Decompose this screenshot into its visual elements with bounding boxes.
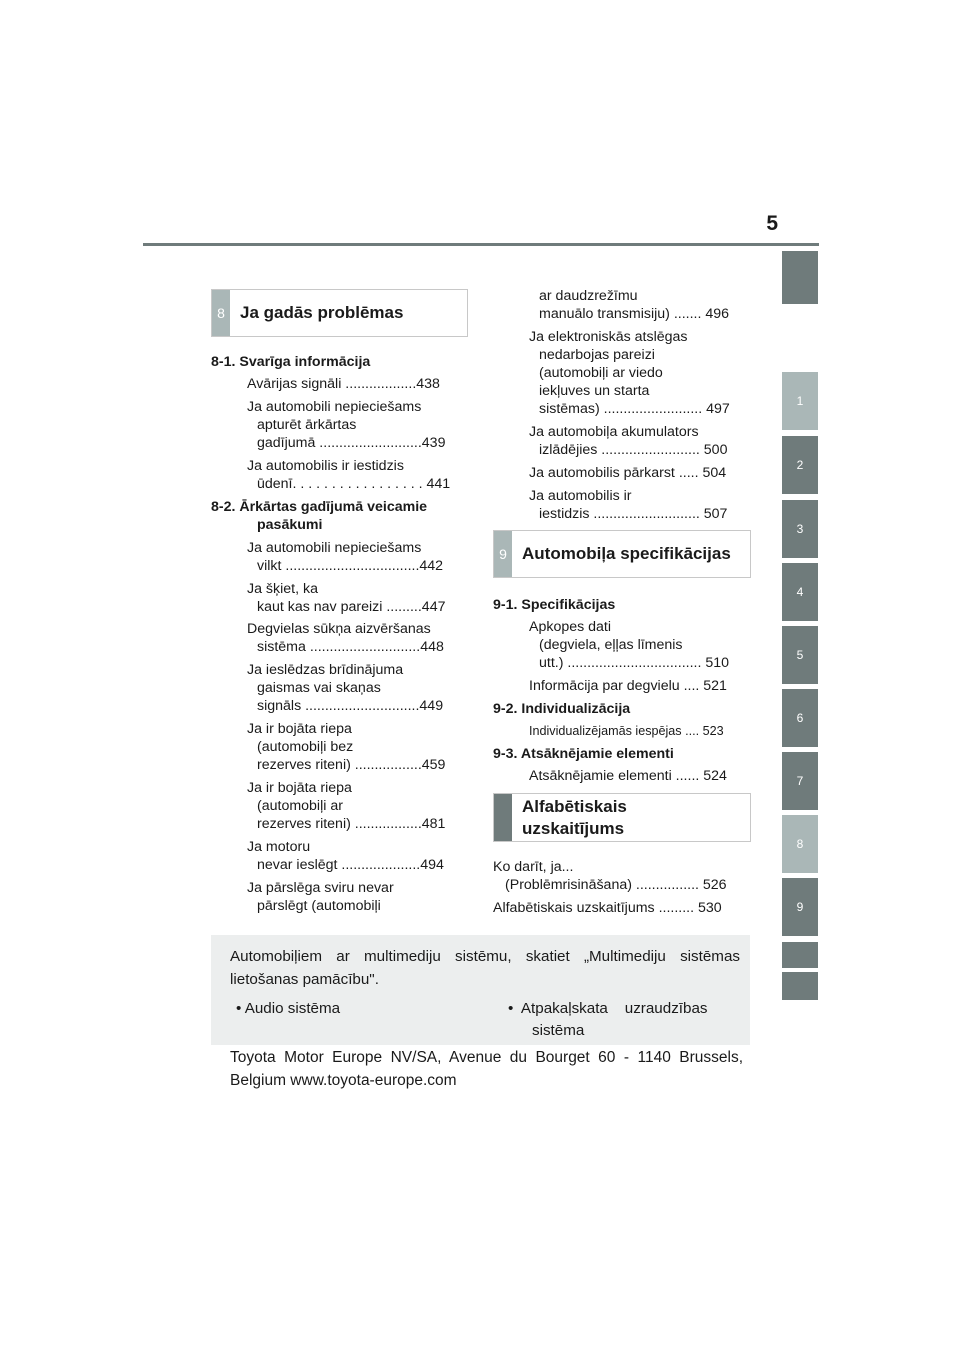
toc-chapter-9-2[interactable]: 9-2. Individualizācija <box>493 701 631 717</box>
side-tab-5[interactable] <box>782 626 818 684</box>
toc-entry[interactable]: Ja automobili nepieciešams <box>247 540 422 556</box>
toc-entry-cont: pārslēgt (automobiļi <box>257 898 381 914</box>
toc-entry[interactable]: Ja motoru <box>247 839 311 855</box>
toc-entry[interactable]: Alfabētiskais uzskaitījums ......... 530 <box>493 900 722 916</box>
side-tab-label: 7 <box>796 774 804 788</box>
toc-entry-cont: nedarbojas pareizi <box>539 347 655 363</box>
side-tab-8[interactable] <box>782 815 818 873</box>
toc-entry-cont: (automobiļi ar <box>257 798 343 814</box>
side-tab-blank-a[interactable] <box>782 942 818 968</box>
side-tab-9[interactable] <box>782 878 818 936</box>
toc-entry-cont: (automobiļi ar viedo <box>539 365 663 381</box>
side-tab-4[interactable] <box>782 563 818 621</box>
toc-chapter-8-2[interactable]: 8-2. Ārkārtas gadījumā veicamie <box>211 499 428 515</box>
toc-entry-cont: iestidzis ........................... 507 <box>539 506 728 522</box>
toc-entry-cont: sistēma ............................448 <box>257 639 444 655</box>
section-header-9[interactable] <box>493 530 751 578</box>
toc-entry[interactable]: Individualizējamās iespējas .... 523 <box>529 724 724 738</box>
toc-entry-cont: signāls .............................449 <box>257 698 444 714</box>
page-number: 5 <box>766 212 778 235</box>
section-header-index[interactable] <box>493 793 751 842</box>
toc-entry-cont: nevar ieslēgt ....................494 <box>257 857 444 873</box>
toc-entry[interactable]: Ja automobilis ir <box>529 488 632 504</box>
toc-entry[interactable]: Ja automobili nepieciešams <box>247 399 422 415</box>
toc-entry[interactable]: Ja automobilis ir iestidzis <box>247 458 404 474</box>
toc-entry-cont: rezerves riteni) .................481 <box>257 816 446 832</box>
toc-entry-cont: kaut kas nav pareizi .........447 <box>257 599 446 615</box>
multimedia-note-text: Automobiļiem ar multimediju sistēmu, skatiet „Multimediju sistēmas lietošanas pamācību". <box>230 948 740 988</box>
note-bullet-camera: • Atpakaļskata uzraudzības <box>508 1000 708 1017</box>
toc-entry-cont: sistēmas) ......................... 497 <box>539 401 730 417</box>
toc-entry-cont: ar daudzrežīmu <box>539 288 638 304</box>
section-number: 8 <box>212 290 230 336</box>
toc-entry-cont: vilkt ..................................442 <box>257 558 444 574</box>
side-tab-label: 8 <box>796 837 804 851</box>
note-bullet-camera-cont: sistēma <box>532 1022 585 1039</box>
toc-entry[interactable]: Ko darīt, ja... <box>493 859 574 875</box>
side-tab-1[interactable] <box>782 372 818 430</box>
side-tab-label: 6 <box>796 711 804 725</box>
toc-entry[interactable]: Avārijas signāli ..................438 <box>247 376 440 392</box>
section-marker <box>494 794 512 841</box>
toc-entry-cont: iekļuves un starta <box>539 383 650 399</box>
side-tab-7[interactable] <box>782 752 818 810</box>
side-tab-label: 9 <box>796 900 804 914</box>
section-title <box>512 794 627 841</box>
toc-entry[interactable]: Atsāknējamie elementi ...... 524 <box>529 768 727 784</box>
toc-entry[interactable]: Ja ir bojāta riepa <box>247 721 352 737</box>
toc-entry-cont: (degviela, eļļas līmenis <box>539 637 683 653</box>
toc-entry[interactable]: Ja ir bojāta riepa <box>247 780 352 796</box>
side-tab-label: 3 <box>796 522 804 536</box>
side-tab-2[interactable] <box>782 436 818 494</box>
toc-entry-cont: (Problēmrisināšana) ................ 526 <box>505 877 727 893</box>
toc-chapter-8-1[interactable]: 8-1. Svarīga informācija <box>211 354 371 370</box>
toc-entry[interactable]: Ja automobilis pārkarst ..... 504 <box>529 465 727 481</box>
publisher-footer: Toyota Motor Europe NV/SA, Avenue du Bourget 60 - 1140 Brussels, Belgium www.toyota-europe.com <box>230 1049 743 1089</box>
side-tab-3[interactable] <box>782 500 818 558</box>
section-title: Ja gadās problēmas <box>240 303 404 322</box>
toc-entry[interactable]: Ja automobiļa akumulators <box>529 424 699 440</box>
section-title: Automobiļa specifikācijas <box>522 544 731 563</box>
side-tab-blank-b[interactable] <box>782 972 818 1000</box>
toc-entry[interactable]: Ja elektroniskās atslēgas <box>529 329 688 345</box>
toc-entry-cont: (automobiļi bez <box>257 739 354 755</box>
side-tab-label: 2 <box>796 458 804 472</box>
toc-entry-cont: utt.) .................................. 510 <box>539 655 730 671</box>
header-rule <box>143 243 819 246</box>
toc-entry-cont: gaismas vai skaņas <box>257 680 381 696</box>
toc-entry[interactable]: Degvielas sūkņa aizvēršanas <box>247 621 431 637</box>
side-tab-label: 1 <box>796 394 804 408</box>
toc-chapter-cont: pasākumi <box>257 517 323 533</box>
toc-entry-cont: gadījumā ..........................439 <box>257 435 446 451</box>
toc-entry-cont: apturēt ārkārtas <box>257 417 357 433</box>
toc-chapter-9-1[interactable]: 9-1. Specifikācijas <box>493 597 616 613</box>
side-tab-label: 4 <box>796 585 804 599</box>
section-title-line: Alfabētiskais <box>522 796 627 816</box>
toc-chapter-9-3[interactable]: 9-3. Atsāknējamie elementi <box>493 746 674 762</box>
toc-entry[interactable]: Ja šķiet, ka <box>247 581 318 597</box>
section-header-8[interactable] <box>211 289 468 337</box>
toc-entry[interactable]: Ja pārslēga sviru nevar <box>247 880 394 896</box>
toc-entry[interactable]: Ja ieslēdzas brīdinājuma <box>247 662 404 678</box>
side-tab-label: 5 <box>796 648 804 662</box>
toc-entry[interactable]: Apkopes dati <box>529 619 612 635</box>
side-tab-blank-top[interactable] <box>782 251 818 304</box>
section-title-line: uzskaitījums <box>522 818 625 838</box>
toc-entry-cont: rezerves riteni) .................459 <box>257 757 446 773</box>
toc-entry[interactable]: Informācija par degvielu .... 521 <box>529 678 727 694</box>
side-tab-6[interactable] <box>782 689 818 747</box>
note-bullet-audio: • Audio sistēma <box>236 1000 341 1017</box>
toc-entry-cont: manuālo transmisiju) ....... 496 <box>539 306 730 322</box>
section-number: 9 <box>494 531 512 577</box>
toc-entry-cont: ūdenī. . . . . . . . . . . . . . . . . 441 <box>257 476 451 492</box>
toc-entry-cont: izlādējies ......................... 500 <box>539 442 728 458</box>
